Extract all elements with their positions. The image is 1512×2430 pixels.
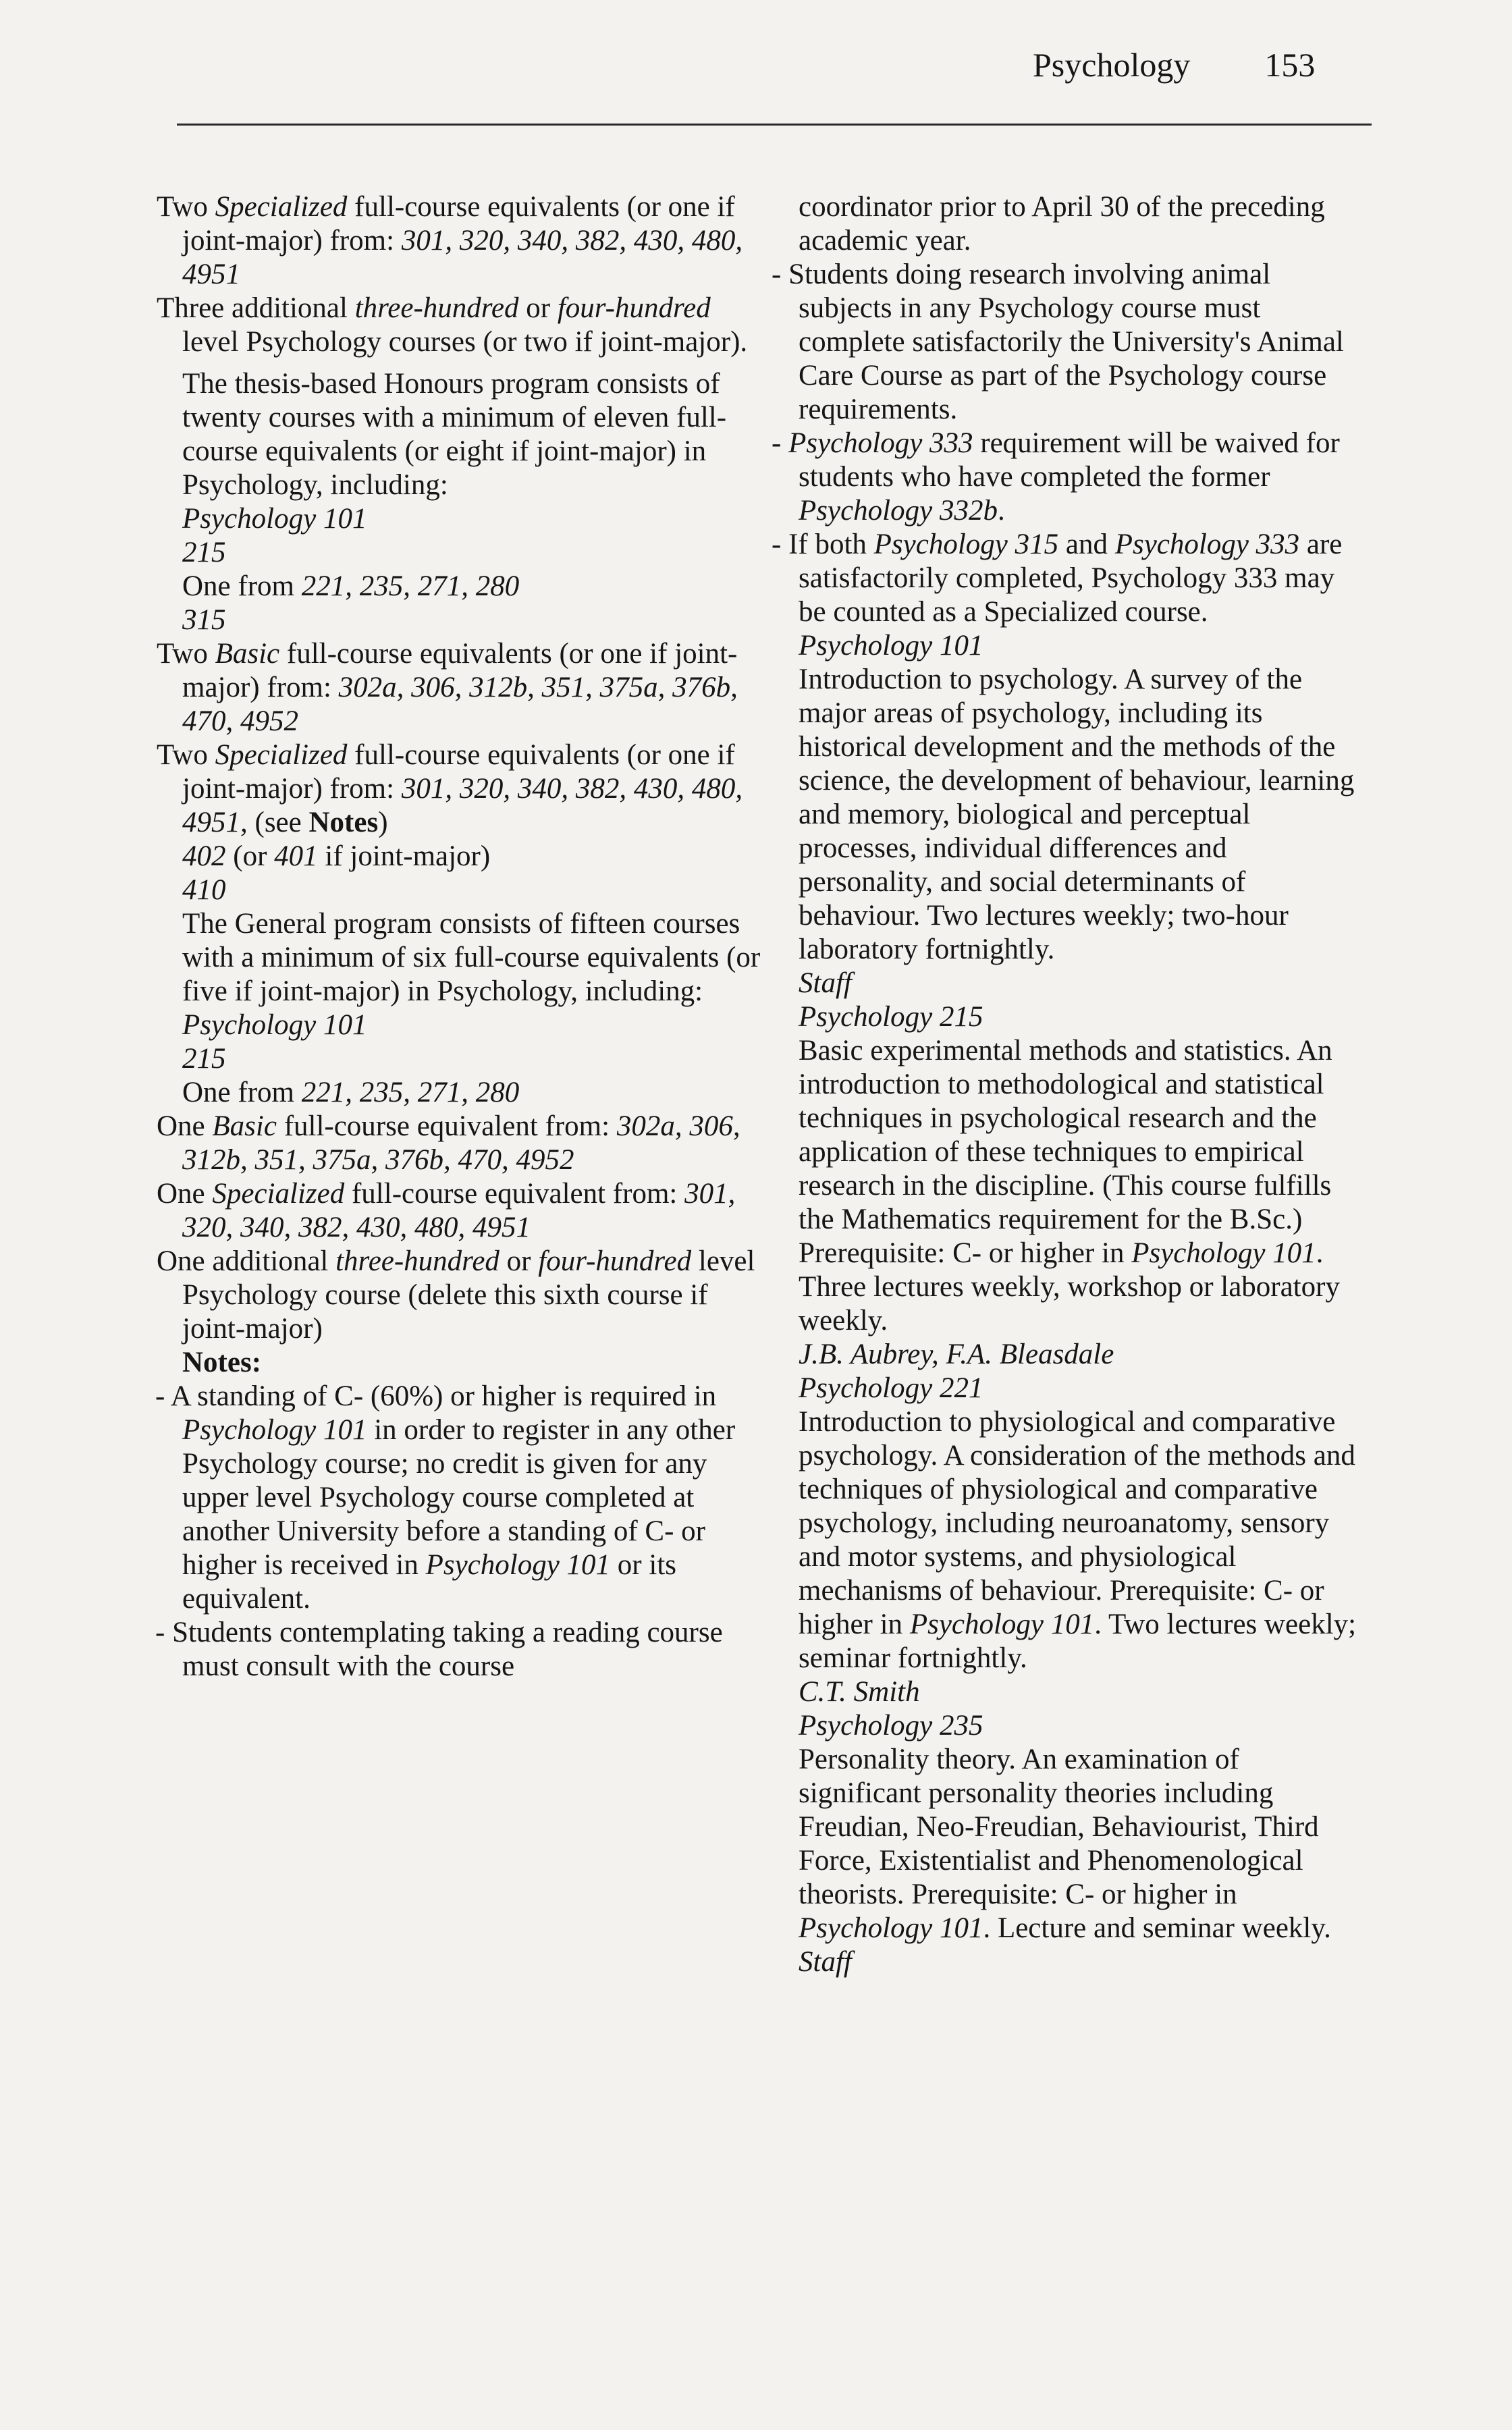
general-psychology-101	[182, 1008, 763, 1042]
course-ref: Psychology 332b	[799, 495, 998, 526]
course-numbers: 301, 320, 340, 382, 430, 480, 4951	[182, 225, 743, 290]
text: - A standing of C- (60%) or higher is required in	[155, 1380, 717, 1412]
text: Basic experimental methods and statistics. An introduction to methodological and statistical techniques in psychological research and the application of these techniques to empirical research in the discipline. (This course fulfills the Mathematics requirement for the B.Sc.) Prerequisite: C- or higher in	[799, 1035, 1332, 1269]
course-ref: Psychology 101	[182, 1009, 367, 1041]
text: .	[997, 495, 1005, 526]
course-ref: Psychology 315	[873, 529, 1059, 560]
course-number: 401	[274, 840, 318, 872]
course-number: 215	[182, 537, 226, 568]
honours-psychology-101	[182, 502, 763, 536]
text: requirement will be waived for students who have completed the former	[799, 427, 1340, 493]
course-numbers: 221, 235, 271, 280	[301, 570, 520, 602]
honours-program-intro: The thesis-based Honours program consists of twenty courses with a minimum of eleven full-course equivalents (or eight if joint-major) in Psychology, including:	[182, 368, 727, 501]
text: . Two lectures weekly; seminar fortnightly.	[799, 1609, 1357, 1674]
text: One from	[182, 570, 302, 602]
text: level Psychology course (delete this sixth course if joint-major)	[182, 1245, 755, 1345]
course-number: 315	[182, 604, 226, 636]
text: . Three lectures weekly, workshop or laboratory weekly.	[799, 1237, 1340, 1336]
course-number: 402	[182, 840, 226, 872]
general-additional-requirement	[157, 1245, 763, 1346]
text: or its equivalent.	[182, 1549, 676, 1615]
course-numbers: 302a, 306, 312b, 351, 375a, 376b, 470, 4952	[182, 1110, 740, 1176]
course-ref: Psychology 101	[799, 1912, 983, 1944]
general-program-intro: The General program consists of fifteen courses with a minimum of six full-course equivalents (or five if joint-major) in Psychology, including:	[182, 908, 761, 1007]
text: One	[157, 1178, 213, 1210]
course-description: Introduction to psychology. A survey of the major areas of psychology, including its historical development and the methods of the science, the development of behaviour, learning and memory, biological and perceptual processes, individual differences and personality, and social determinants of behaviour. Two lectures weekly; two-hour laboratory fortnightly.	[799, 664, 1355, 965]
course-ref: Psychology 101	[425, 1549, 611, 1581]
right-column	[772, 190, 1366, 1979]
text: One additional	[157, 1245, 336, 1277]
course-instructor: Staff	[799, 967, 852, 999]
course-numbers: 302a, 306, 312b, 351, 375a, 376b, 470, 4952	[182, 672, 738, 737]
honours-basic-requirement	[157, 637, 763, 738]
notes-reference: Notes	[308, 807, 379, 838]
text: (see	[247, 807, 309, 838]
text: Two	[157, 191, 215, 223]
text: Two	[157, 739, 215, 771]
text: Introduction to physiological and comparative psychology. A consideration of the methods and techniques of physiological and comparative psychology, including neuroanatomy, sensory and motor systems, and physiological mechanisms of behaviour. Prerequisite: C- or higher in	[799, 1406, 1355, 1640]
note-reading-course: - Students contemplating taking a reading course must consult with the course	[155, 1617, 723, 1682]
emphasis: Basic	[215, 638, 280, 670]
text: )	[378, 807, 388, 838]
text: if joint-major)	[317, 840, 491, 872]
course-ref: Psychology 333	[788, 427, 973, 459]
header-rule	[177, 124, 1372, 126]
course-title: Psychology 235	[799, 1710, 983, 1742]
general-215	[182, 1042, 763, 1076]
text: . Lecture and seminar weekly.	[983, 1912, 1331, 1944]
course-title: Psychology 221	[799, 1372, 983, 1404]
emphasis: Specialized	[212, 1178, 345, 1210]
course-ref: Psychology 101	[909, 1609, 1095, 1640]
emphasis: three-hundred	[354, 292, 519, 324]
course-instructor: Staff	[799, 1946, 852, 1978]
section-title: Psychology	[1033, 46, 1191, 84]
note-psychology-315-333	[772, 528, 1366, 629]
text: are satisfactorily completed, Psychology 333 may be counted as a Specialized course.	[799, 529, 1343, 628]
page-number: 153	[1264, 46, 1316, 84]
emphasis: Specialized	[215, 739, 348, 771]
course-instructor: J.B. Aubrey, F.A. Bleasdale	[799, 1339, 1114, 1370]
note-animal-care: - Students doing research involving animal subjects in any Psychology course must complete satisfactorily the University's Animal Care Course as part of the Psychology course requirements.	[772, 259, 1344, 425]
course-ref: Psychology 101	[182, 1414, 367, 1446]
text: full-course equivalents (or one if joint-major) from:	[182, 191, 735, 256]
honours-specialized-list	[157, 738, 763, 840]
text: - If both	[772, 529, 874, 560]
honours-215	[182, 536, 763, 570]
text: Three additional	[157, 292, 355, 324]
emphasis: four-hundred	[538, 1245, 692, 1277]
honours-410	[182, 873, 763, 907]
course-description	[799, 1743, 1366, 1945]
note-standing	[155, 1380, 763, 1616]
course-number: 215	[182, 1043, 226, 1075]
honours-402	[182, 840, 763, 873]
text: Two	[157, 638, 215, 670]
course-ref: Psychology 101	[1131, 1237, 1316, 1269]
additional-courses-requirement	[157, 292, 763, 359]
course-instructor: C.T. Smith	[799, 1676, 920, 1708]
course-description	[799, 1405, 1366, 1675]
honours-315	[182, 603, 763, 637]
general-one-from	[182, 1076, 763, 1110]
general-basic-requirement	[157, 1110, 763, 1177]
emphasis: Basic	[212, 1110, 277, 1142]
course-numbers: 301, 320, 340, 382, 430, 480, 4951,	[182, 773, 743, 838]
course-ref: Psychology 101	[182, 503, 367, 535]
text: One from	[182, 1077, 302, 1108]
course-numbers: 221, 235, 271, 280	[301, 1077, 520, 1108]
text: or	[499, 1245, 539, 1277]
text: and	[1058, 529, 1115, 560]
emphasis: Specialized	[215, 191, 348, 223]
running-head	[1033, 39, 1315, 90]
course-numbers: 301, 320, 340, 382, 430, 480, 4951	[182, 1178, 736, 1243]
course-title: Psychology 101	[799, 630, 983, 662]
emphasis: three-hundred	[335, 1245, 500, 1277]
text: full-course equivalent from:	[276, 1110, 617, 1142]
text: in order to register in any other Psychology course; no credit is given for any upper level Psychology course completed at another University before a standing of C- or higher is received in	[182, 1414, 736, 1581]
honours-one-from	[182, 570, 763, 603]
course-number: 410	[182, 874, 226, 906]
notes-heading: Notes:	[182, 1347, 262, 1378]
course-description	[799, 1034, 1366, 1338]
text: or	[518, 292, 558, 324]
course-title: Psychology 215	[799, 1001, 983, 1033]
text: full-course equivalent from:	[344, 1178, 685, 1210]
text: full-course equivalents (or one if joint-major) from:	[182, 739, 735, 805]
text: Personality theory. An examination of significant personality theories including Freudian, Neo-Freudian, Behaviourist, Third Force, Existentialist and Phenomenological theorists. Prerequisite: C- or higher in	[799, 1744, 1319, 1910]
note-reading-course-continued: coordinator prior to April 30 of the preceding academic year.	[799, 191, 1325, 256]
note-psychology-333	[772, 427, 1366, 528]
text: -	[772, 427, 789, 459]
honours-specialized-requirement	[157, 190, 763, 292]
general-specialized-requirement	[157, 1177, 763, 1245]
course-ref: Psychology 333	[1114, 529, 1300, 560]
text: full-course equivalents (or one if joint-major) from:	[182, 638, 738, 703]
left-column	[155, 190, 763, 1683]
text: level Psychology courses (or two if joint-major).	[182, 326, 748, 358]
emphasis: four-hundred	[557, 292, 711, 324]
text: One	[157, 1110, 213, 1142]
text: (or	[225, 840, 275, 872]
